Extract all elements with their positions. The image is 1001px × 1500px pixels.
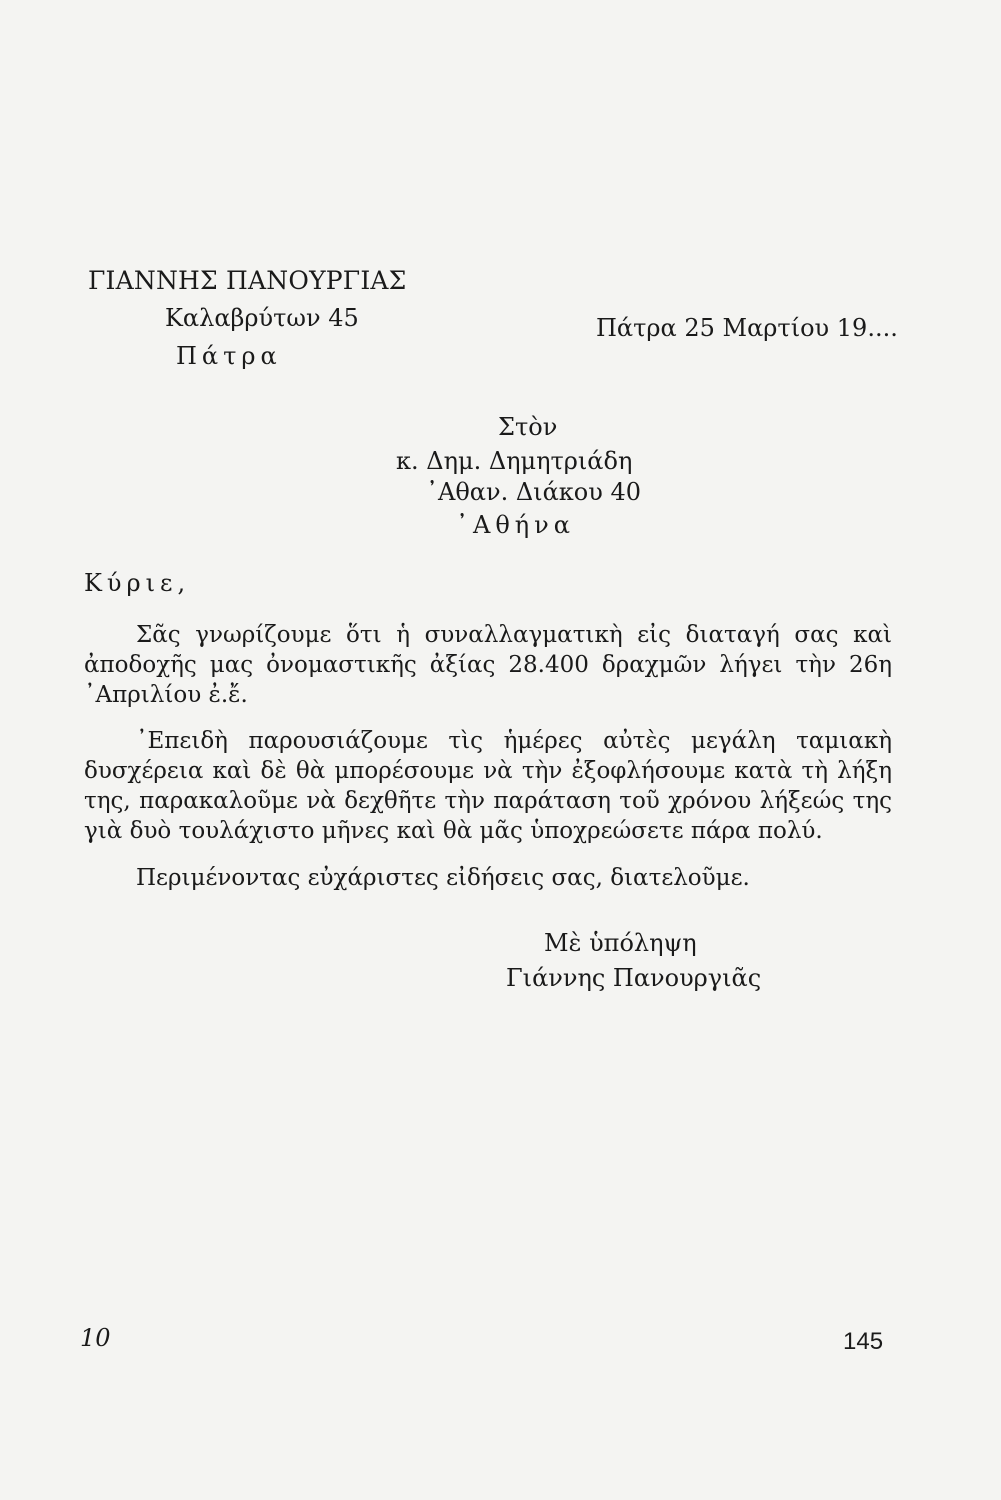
body-paragraph [84, 726, 892, 846]
closing-phrase: Μὲ ὑπόληψη [544, 929, 697, 957]
paragraph-text: Περιμένοντας εὐχάριστες εἰδήσεις σας, διατελοῦμε. [136, 865, 750, 891]
salutation: Κύριε, [84, 569, 191, 597]
page-number: 145 [843, 1328, 884, 1355]
footer-left-number: 10 [80, 1324, 111, 1352]
signature-name: Γιάννης Πανουργιᾶς [506, 964, 762, 992]
body-paragraph [84, 620, 892, 710]
sender-city: Πάτρα [176, 342, 282, 370]
sender-name: ΓΙΑΝΝΗΣ ΠΑΝΟΥΡΓΙΑΣ [88, 266, 407, 295]
recipient-name: κ. Δημ. Δημητριάδη [396, 447, 633, 475]
paragraph-text: Σᾶς γνωρίζουμε ὅτι ἡ συναλλαγματικὴ εἰς διαταγή σας καὶ ἀποδοχῆς μας ὀνομαστικῆς ἀξίας 28.400 δραχμῶν λήγει τὴν 26η ᾿Απριλίου ἐ.ἔ. [84, 622, 892, 708]
letter-date: Πάτρα 25 Μαρτίου 19.... [596, 314, 898, 342]
recipient-city: ᾿Αθήνα [456, 511, 575, 539]
sender-street: Καλαβρύτων 45 [165, 304, 359, 332]
body-paragraph [84, 863, 892, 893]
paragraph-text: ᾿Επειδὴ παρουσιάζουμε τὶς ἡμέρες αὐτὲς μεγάλη ταμιακὴ δυσχέρεια καὶ δὲ θὰ μπορέσουμε νὰ τὴν ἐξοφλήσουμε κατὰ τὴ λήξη της, παρακαλοῦμε νὰ δεχθῆτε τὴν παράταση τοῦ χρόνου λήξεώς της γιὰ δυὸ τουλάχιστο μῆνες καὶ θὰ μᾶς ὑποχρεώσετε πάρα πολύ. [84, 728, 892, 844]
recipient-prefix: Στὸν [498, 413, 558, 441]
recipient-street: ᾿Αθαν. Διάκου 40 [426, 478, 641, 506]
